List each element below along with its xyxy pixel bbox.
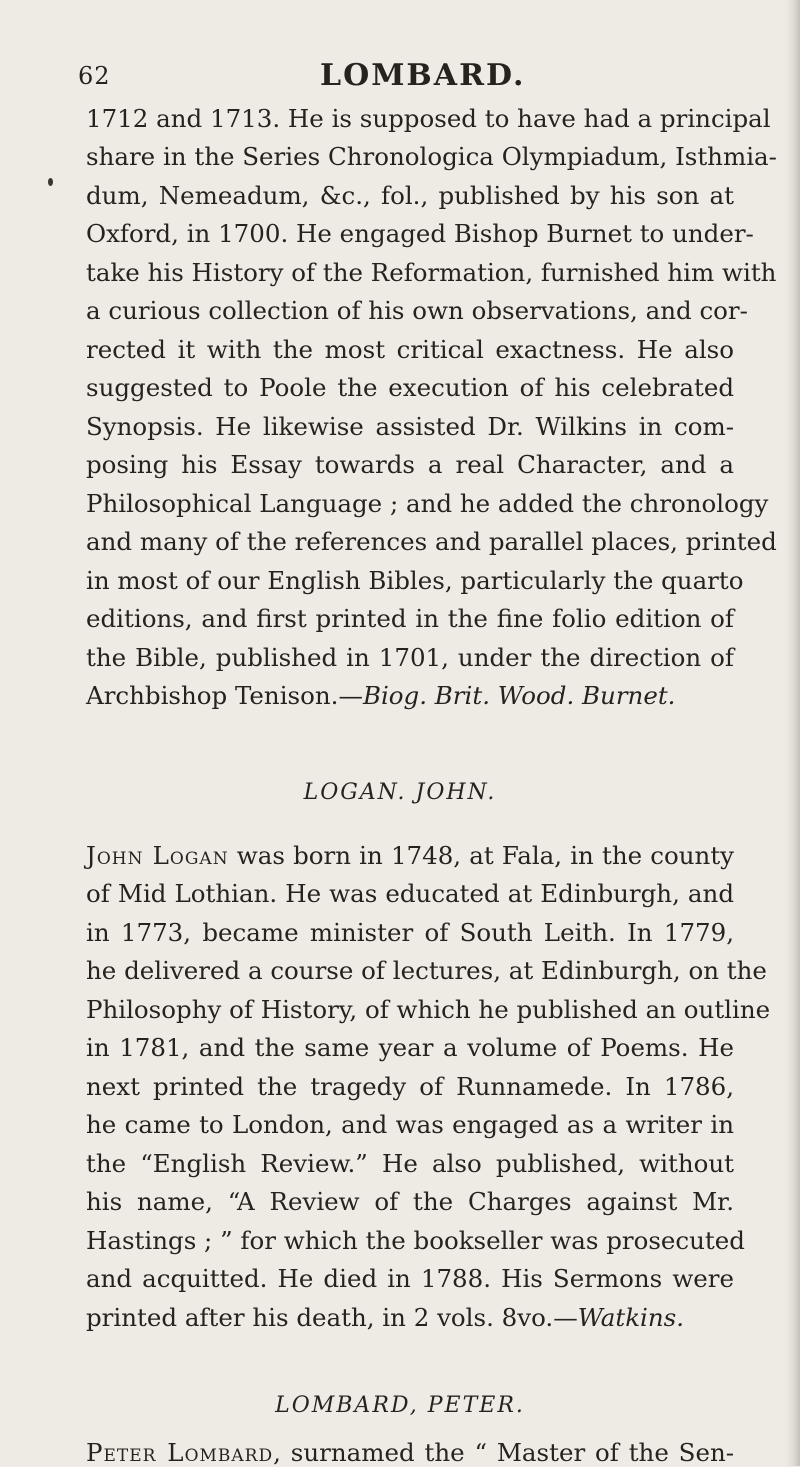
text-line: of Mid Lothian. He was educated at Edinburgh, and: [86, 879, 734, 908]
entry-heading-lombard: LOMBARD, PETER.: [275, 1393, 525, 1418]
text-line: posing his Essay towards a real Character, and a: [86, 450, 734, 479]
page-number: 62: [78, 62, 111, 90]
entry-heading-logan: LOGAN. JOHN.: [303, 780, 497, 805]
text-line: Synopsis. He likewise assisted Dr. Wilkins in com-: [86, 412, 734, 441]
citations: Biog. Brit. Wood. Burnet.: [362, 681, 676, 710]
text-line: [86, 681, 734, 710]
text-line: the Bible, published in 1701, under the direction of: [86, 643, 734, 672]
text-line: editions, and first printed in the fine folio edition of: [86, 604, 734, 633]
text-line: the “English Review.” He also published, without: [86, 1149, 734, 1178]
text-line: in most of our English Bibles, particularly the quarto: [86, 566, 744, 595]
text-span: , surnamed the “ Master of the Sen-: [273, 1438, 735, 1467]
text-line: [86, 1303, 734, 1332]
entry-name: John Logan: [86, 841, 229, 870]
text-line: 1712 and 1713. He is supposed to have had a principal: [86, 104, 771, 133]
citations: Watkins.: [577, 1303, 685, 1332]
text-line: Oxford, in 1700. He engaged Bishop Burnet to under-: [86, 219, 754, 248]
text-line: and acquitted. He died in 1788. His Sermons were: [86, 1264, 734, 1293]
entry-name: Peter Lombard: [86, 1438, 274, 1467]
text-line: Philosophical Language ; and he added the chronology: [86, 489, 769, 518]
text-line: in 1773, became minister of South Leith. In 1779,: [86, 918, 734, 947]
text-line: share in the Series Chronologica Olympiadum, Isthmia-: [86, 142, 777, 171]
text-line: he delivered a course of lectures, at Edinburgh, on the: [86, 956, 767, 985]
text-line: [86, 1438, 735, 1467]
ink-spot: [48, 178, 53, 186]
text-line: suggested to Poole the execution of his celebrated: [86, 373, 734, 402]
text-line: dum, Nemeadum, &c., fol., published by his son at: [86, 181, 734, 210]
text-line: and many of the references and parallel places, printed: [86, 527, 777, 556]
running-title: LOMBARD.: [320, 58, 526, 93]
text-line: [86, 841, 735, 870]
text-line: take his History of the Reformation, furnished him with: [86, 258, 777, 287]
text-line: next printed the tragedy of Runnamede. In 1786,: [86, 1072, 734, 1101]
text-line: his name, “A Review of the Charges against Mr.: [86, 1187, 734, 1216]
text-line: in 1781, and the same year a volume of Poems. He: [86, 1033, 734, 1062]
text-span: printed after his death, in 2 vols. 8vo.—: [86, 1303, 578, 1332]
page-edge-shadow: [786, 0, 800, 1466]
text-line: Philosophy of History, of which he published an outline: [86, 995, 771, 1024]
text-line: he came to London, and was engaged as a writer in: [86, 1110, 734, 1139]
text-line: Hastings ; ” for which the bookseller was prosecuted: [86, 1226, 745, 1255]
text-line: rected it with the most critical exactness. He also: [86, 335, 734, 364]
text-span: Archbishop Tenison.—: [86, 681, 363, 710]
text-line: a curious collection of his own observations, and cor-: [86, 296, 748, 325]
text-span: was born in 1748, at Fala, in the county: [228, 841, 735, 870]
